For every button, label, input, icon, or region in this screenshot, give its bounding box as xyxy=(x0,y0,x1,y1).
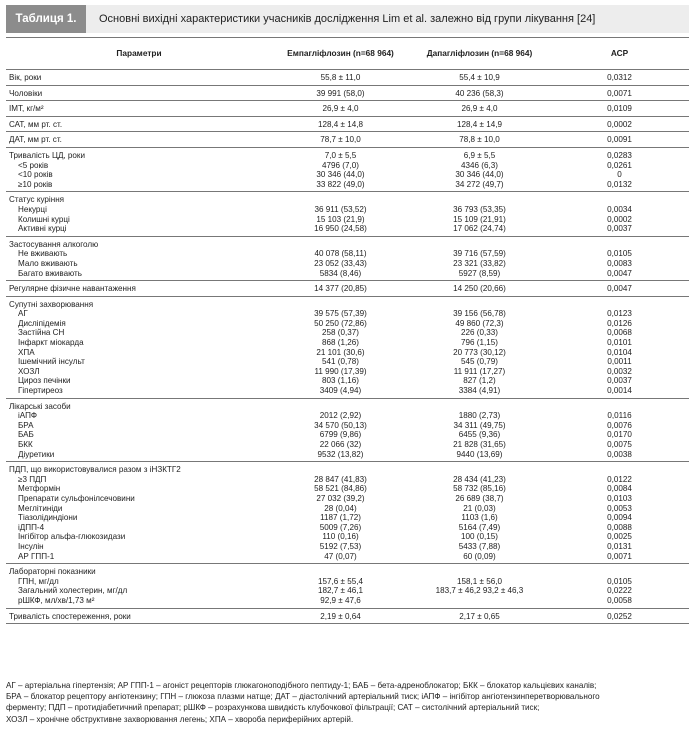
row-value: 7,0 ± 5,5 xyxy=(324,150,357,160)
cell-empagliflozin xyxy=(272,132,409,148)
footnote-line: БРА – блокатор рецептору ангіотензину; ГПН – глюкоза плазми натще; ДАТ – діастолічний артеріальний тиск; іАПФ – інгібітор ангіотензинперетворювального xyxy=(6,692,600,702)
row-value: 34 570 (50,13) xyxy=(314,420,367,430)
row-label: Застійна СН xyxy=(18,328,65,338)
row-value: 0,0104 xyxy=(607,347,632,357)
row-value: 55,4 ± 10,9 xyxy=(459,73,500,82)
row-value: 9532 (13,82) xyxy=(317,449,364,459)
row-value xyxy=(409,240,550,250)
cell-empagliflozin xyxy=(272,147,409,191)
table-header-row xyxy=(6,38,689,70)
column-header-parameters: Параметри xyxy=(6,38,272,70)
characteristics-table xyxy=(6,37,689,624)
table-row-group xyxy=(6,608,689,624)
row-label: Інфаркт міокарда xyxy=(18,338,84,348)
row-value: 0,0126 xyxy=(607,318,632,328)
row-value: 23 052 (33,43) xyxy=(314,258,367,268)
row-value: 0,0116 xyxy=(607,411,632,421)
cell-dapagliflozin xyxy=(409,70,550,86)
row-label: <10 років xyxy=(18,170,53,180)
row-label: Діуретики xyxy=(18,449,55,459)
row-label: Меглітиніди xyxy=(18,503,63,513)
row-value: 36 911 (53,52) xyxy=(314,204,367,214)
row-value: 0,0261 xyxy=(607,160,632,170)
row-value: 21 101 (30,6) xyxy=(316,347,365,357)
row-value: 5433 (7,88) xyxy=(458,541,501,551)
row-value: 0,0283 xyxy=(607,150,632,160)
cell-dapagliflozin xyxy=(409,132,550,148)
cell-asd xyxy=(550,608,689,624)
cell-empagliflozin xyxy=(272,101,409,117)
row-value: 28 847 (41,83) xyxy=(314,474,367,484)
row-value xyxy=(272,465,409,475)
row-label: ≥3 ПДП xyxy=(18,474,47,484)
row-value: 128,4 ± 14,9 xyxy=(457,119,502,129)
row-value: 0,0071 xyxy=(607,551,632,561)
table-row-group xyxy=(6,236,689,280)
row-value: 0,0084 xyxy=(607,484,632,494)
row-value: 39 991 (58,0) xyxy=(316,88,365,98)
row-label: Статус куріння xyxy=(9,195,65,205)
row-value: 182,7 ± 46,1 xyxy=(318,586,363,596)
row-value: 0,0312 xyxy=(607,73,632,82)
row-label: ДАТ, мм рт. ст. xyxy=(9,135,62,145)
row-label: ≥10 років xyxy=(18,179,53,189)
cell-empagliflozin xyxy=(272,85,409,101)
row-value: 226 (0,33) xyxy=(461,328,498,338)
row-value xyxy=(409,465,550,475)
row-value: 47 (0,07) xyxy=(324,551,357,561)
row-value: 39 575 (57,39) xyxy=(314,309,367,319)
row-value xyxy=(409,195,550,205)
row-label: іДПП-4 xyxy=(18,522,45,532)
row-value: 16 950 (24,58) xyxy=(314,224,367,234)
row-value xyxy=(272,567,409,577)
cell-asd xyxy=(550,296,689,398)
row-value: 22 066 (32) xyxy=(319,440,362,449)
row-label: <5 років xyxy=(18,160,49,170)
row-value: 0,0032 xyxy=(607,366,632,376)
row-value: 58 732 (85,16) xyxy=(453,484,506,494)
row-value: 0,0047 xyxy=(607,268,632,278)
row-value: 14 377 (20,85) xyxy=(314,284,367,294)
column-header-asd: АСР xyxy=(550,38,689,70)
cell-label xyxy=(6,147,272,191)
row-value: 92,9 ± 47,6 xyxy=(320,595,361,605)
row-value: 40 078 (58,11) xyxy=(314,249,367,259)
row-label: Колишні курці xyxy=(18,214,70,224)
row-value: 0,0123 xyxy=(607,309,632,319)
row-value: 0,0105 xyxy=(607,249,632,259)
row-value: 0,0101 xyxy=(607,338,632,348)
row-value: 23 321 (33,82) xyxy=(453,258,506,268)
row-value xyxy=(550,195,689,205)
cell-label xyxy=(6,85,272,101)
row-label: Застосування алкоголю xyxy=(9,239,99,249)
table-row-group xyxy=(6,101,689,117)
cell-label xyxy=(6,101,272,117)
row-value: 796 (1,15) xyxy=(461,338,498,348)
cell-label xyxy=(6,564,272,608)
column-header-dapagliflozin: Дапагліфлозин (n=68 964) xyxy=(409,38,550,70)
row-value xyxy=(550,402,689,412)
row-value: 3409 (4,94) xyxy=(319,386,362,396)
row-label: Тіазолідиндіони xyxy=(18,513,78,523)
footnote-line: АГ – артеріальна гіпертензія; АР ГПП-1 – агоніст рецепторів глюкагоноподібного пептиду-1; БАБ – бета-адреноблокатор; БКК – блокатор кальцієвих каналів; xyxy=(6,681,597,690)
cell-asd xyxy=(550,147,689,191)
table-row-group xyxy=(6,398,689,462)
row-value: 21 828 (31,65) xyxy=(453,440,506,449)
table-row-group xyxy=(6,132,689,148)
cell-empagliflozin xyxy=(272,70,409,86)
row-value xyxy=(272,240,409,250)
row-label: Метформін xyxy=(18,484,61,494)
row-label: іАПФ xyxy=(18,411,38,421)
table-row-group xyxy=(6,192,689,236)
table-row-group xyxy=(6,70,689,86)
row-value: 30 346 (44,0) xyxy=(455,170,504,180)
row-label: Препарати сульфонілсечовини xyxy=(18,493,135,503)
row-value: 0,0002 xyxy=(607,214,632,224)
row-value: 0,0103 xyxy=(607,493,632,503)
cell-empagliflozin xyxy=(272,564,409,608)
cell-dapagliflozin xyxy=(409,85,550,101)
row-value: 110 (0,16) xyxy=(322,532,359,542)
row-value: 21 (0,03) xyxy=(463,503,496,513)
row-value: 0,0091 xyxy=(607,135,632,145)
row-value xyxy=(272,300,409,310)
row-value: 0,0038 xyxy=(607,449,632,459)
row-value: 5192 (7,53) xyxy=(319,541,362,551)
cell-asd xyxy=(550,236,689,280)
cell-empagliflozin xyxy=(272,398,409,462)
row-value: 1187 (1,72) xyxy=(320,513,361,523)
row-value: 36 793 (53,35) xyxy=(453,204,506,214)
cell-dapagliflozin xyxy=(409,462,550,564)
cell-empagliflozin xyxy=(272,296,409,398)
row-value: 0,0037 xyxy=(607,376,632,386)
row-value: 6,9 ± 5,5 xyxy=(463,150,496,160)
row-value: 2012 (2,92) xyxy=(319,411,362,421)
row-value: 78,7 ± 10,0 xyxy=(320,135,361,145)
row-value: 33 822 (49,0) xyxy=(316,179,365,189)
row-value: 15 103 (21,9) xyxy=(316,214,365,224)
table-row-group xyxy=(6,281,689,297)
row-value xyxy=(409,567,550,577)
row-value: 0,0170 xyxy=(607,430,632,440)
row-value: 26,9 ± 4,0 xyxy=(322,104,359,114)
cell-asd xyxy=(550,281,689,297)
cell-label xyxy=(6,70,272,86)
row-value: 0,0083 xyxy=(607,258,632,268)
row-value: 30 346 (44,0) xyxy=(316,170,365,180)
row-value: 868 (1,26) xyxy=(322,338,359,348)
row-label: Цироз печінки xyxy=(18,376,71,386)
row-value xyxy=(409,300,550,310)
row-value: 5834 (8,46) xyxy=(319,268,362,278)
table-row-group xyxy=(6,85,689,101)
row-value: 157,6 ± 55,4 xyxy=(318,576,363,586)
row-value xyxy=(550,567,689,577)
row-value: 183,7 ± 46,2 93,2 ± 46,3 xyxy=(435,586,524,596)
cell-dapagliflozin xyxy=(409,281,550,297)
row-label: ХОЗЛ xyxy=(18,366,40,376)
row-label: Мало вживають xyxy=(18,258,78,268)
table-row-group xyxy=(6,116,689,132)
row-value: 28 (0,04) xyxy=(324,503,357,513)
column-header-empagliflozin: Емпагліфлозин (n=68 964) xyxy=(272,38,409,70)
row-value: 55,8 ± 11,0 xyxy=(320,73,361,82)
cell-label xyxy=(6,192,272,236)
footnote-line: ферменту; ПДП – протидіабетичний препарат; рШКФ – розрахункова швидкість клубочкової фільтрації; САТ – систолічний артеріальний тиск; xyxy=(6,703,540,713)
row-label: Інсулін xyxy=(18,541,44,551)
cell-label xyxy=(6,132,272,148)
cell-empagliflozin xyxy=(272,281,409,297)
cell-dapagliflozin xyxy=(409,398,550,462)
cell-empagliflozin xyxy=(272,236,409,280)
row-value: 0,0075 xyxy=(607,440,632,449)
cell-asd xyxy=(550,101,689,117)
row-value xyxy=(550,240,689,250)
row-value xyxy=(272,195,409,205)
cell-dapagliflozin xyxy=(409,236,550,280)
row-value: 0,0068 xyxy=(607,328,632,338)
row-value: 14 250 (20,66) xyxy=(453,284,506,294)
row-value: 60 (0,09) xyxy=(463,551,496,561)
row-label: Вік, роки xyxy=(9,73,42,82)
row-label: АГ xyxy=(18,309,28,319)
cell-dapagliflozin xyxy=(409,296,550,398)
table-caption: Основні вихідні характеристики учасників дослідження Lim et al. залежно від групи лікування [24] xyxy=(99,13,596,25)
footnote-line: ХОЗЛ – хронічне обструктивне захворювання легень; ХПА – хвороба периферійних артерій. xyxy=(6,714,354,724)
table-footnote xyxy=(6,680,689,725)
row-value: 34 272 (49,7) xyxy=(455,179,504,189)
row-value: 58 521 (84,86) xyxy=(314,484,367,494)
row-value: 9440 (13,69) xyxy=(456,449,503,459)
cell-asd xyxy=(550,462,689,564)
row-value xyxy=(550,300,689,310)
row-label: Чоловіки xyxy=(9,88,43,98)
cell-empagliflozin xyxy=(272,192,409,236)
row-label: Тривалість спостереження, роки xyxy=(9,611,131,621)
cell-asd xyxy=(550,398,689,462)
row-value: 15 109 (21,91) xyxy=(453,214,506,224)
row-label: БАБ xyxy=(18,430,34,440)
cell-asd xyxy=(550,70,689,86)
row-value: 39 716 (57,59) xyxy=(453,249,506,259)
row-value: 0,0222 xyxy=(607,586,632,596)
cell-label xyxy=(6,281,272,297)
row-label: АР ГПП-1 xyxy=(18,551,55,561)
cell-dapagliflozin xyxy=(409,564,550,608)
row-value: 0,0037 xyxy=(607,224,632,234)
row-value: 6455 (9,36) xyxy=(458,430,501,440)
row-label: рШКФ, мл/хв/1,73 м² xyxy=(18,595,95,605)
row-value: 803 (1,16) xyxy=(322,376,359,386)
row-value: 0,0076 xyxy=(607,420,632,430)
row-label: Лабораторні показники xyxy=(9,567,96,577)
row-value: 50 250 (72,86) xyxy=(314,318,367,328)
cell-dapagliflozin xyxy=(409,116,550,132)
cell-label xyxy=(6,462,272,564)
row-label: Лікарські засоби xyxy=(9,401,71,411)
row-label: БКК xyxy=(18,440,33,449)
cell-label xyxy=(6,116,272,132)
row-value: 39 156 (56,78) xyxy=(453,309,506,319)
row-label: Ішемічний інсульт xyxy=(18,357,85,367)
table-row-group xyxy=(6,564,689,608)
cell-dapagliflozin xyxy=(409,101,550,117)
row-value: 17 062 (24,74) xyxy=(453,224,506,234)
row-value xyxy=(409,402,550,412)
row-label: БРА xyxy=(18,420,34,430)
row-value: 128,4 ± 14,8 xyxy=(318,119,363,129)
cell-dapagliflozin xyxy=(409,192,550,236)
row-label: ХПА xyxy=(18,347,35,357)
row-value xyxy=(409,596,550,606)
row-value xyxy=(550,465,689,475)
cell-empagliflozin xyxy=(272,116,409,132)
row-value: 78,8 ± 10,0 xyxy=(459,135,500,145)
row-label: Активні курці xyxy=(18,224,67,234)
row-value: 0,0132 xyxy=(607,179,632,189)
row-value: 0,0047 xyxy=(607,284,632,294)
row-label: ІМТ, кг/м² xyxy=(9,104,44,114)
table-row-group xyxy=(6,296,689,398)
cell-label xyxy=(6,296,272,398)
row-value: 0,0094 xyxy=(607,513,632,523)
row-value: 49 860 (72,3) xyxy=(455,318,504,328)
row-value: 0,0252 xyxy=(607,611,632,621)
row-value: 3384 (4,91) xyxy=(458,386,501,396)
row-value: 4346 (6,3) xyxy=(461,160,498,170)
row-value: 4796 (7,0) xyxy=(322,160,359,170)
row-value: 0 xyxy=(617,170,622,180)
cell-asd xyxy=(550,85,689,101)
table-row-group xyxy=(6,147,689,191)
cell-asd xyxy=(550,564,689,608)
row-value: 0,0053 xyxy=(607,503,632,513)
row-value: 0,0088 xyxy=(607,522,632,532)
row-value: 100 (0,15) xyxy=(461,532,498,542)
row-value: 0,0034 xyxy=(607,204,632,214)
row-value: 258 (0,37) xyxy=(322,328,359,338)
row-value: 0,0002 xyxy=(607,119,632,129)
row-value: 0,0071 xyxy=(607,88,632,98)
row-label: ПДП, що використовувалися разом з іНЗКТГ2 xyxy=(9,465,181,475)
row-value: 40 236 (58,3) xyxy=(455,88,504,98)
row-value: 0,0058 xyxy=(607,595,632,605)
row-value: 34 311 (49,75) xyxy=(453,420,506,430)
row-value: 541 (0,78) xyxy=(322,357,359,367)
row-label: Супутні захворювання xyxy=(9,299,94,309)
row-value: 5927 (8,59) xyxy=(458,268,501,278)
row-label: Загальний холестерин, мг/дл xyxy=(18,586,128,596)
row-label: Гіпертиреоз xyxy=(18,386,63,396)
row-label: Дисліпідемія xyxy=(18,318,66,328)
cell-label xyxy=(6,236,272,280)
row-value: 0,0105 xyxy=(607,576,632,586)
cell-label xyxy=(6,608,272,624)
row-value: 545 (0,79) xyxy=(461,357,498,367)
row-value xyxy=(272,402,409,412)
cell-empagliflozin xyxy=(272,462,409,564)
cell-asd xyxy=(550,192,689,236)
row-value: 5164 (7,49) xyxy=(458,522,501,532)
row-value: 0,0122 xyxy=(607,474,632,484)
cell-asd xyxy=(550,132,689,148)
row-value: 2,19 ± 0,64 xyxy=(320,611,361,621)
row-label: ГПН, мг/дл xyxy=(18,576,59,586)
row-value: 0,0131 xyxy=(607,541,632,551)
row-label: Регулярне фізичне навантаження xyxy=(9,284,136,294)
row-value: 1880 (2,73) xyxy=(458,411,501,421)
row-value: 0,0025 xyxy=(607,532,632,542)
row-value: 0,0011 xyxy=(607,357,632,367)
row-label: Некурці xyxy=(18,204,47,214)
row-value: 28 434 (41,23) xyxy=(453,474,506,484)
cell-dapagliflozin xyxy=(409,147,550,191)
row-value: 5009 (7,26) xyxy=(319,522,362,532)
row-value: 11 911 (17,27) xyxy=(453,366,506,376)
row-value: 11 990 (17,39) xyxy=(314,366,367,376)
row-value: 26,9 ± 4,0 xyxy=(461,104,498,114)
row-value: 26 689 (38,7) xyxy=(455,493,504,503)
row-label: Багато вживають xyxy=(18,268,82,278)
cell-label xyxy=(6,398,272,462)
table-header-bar xyxy=(6,5,689,33)
row-value: 1103 (1,6) xyxy=(461,513,498,523)
row-value: 20 773 (30,12) xyxy=(453,347,506,357)
row-value: 2,17 ± 0,65 xyxy=(459,611,500,621)
row-value: 6799 (9,86) xyxy=(319,430,362,440)
row-value: 0,0014 xyxy=(607,386,632,396)
cell-dapagliflozin xyxy=(409,608,550,624)
row-label: Інгібітор альфа-глюкозидази xyxy=(18,532,126,542)
row-value: 27 032 (39,2) xyxy=(316,493,365,503)
row-value: 827 (1,2) xyxy=(463,376,496,386)
table-row-group xyxy=(6,462,689,564)
row-value: 0,0109 xyxy=(607,104,632,114)
row-label: Не вживають xyxy=(18,249,68,259)
row-label: Тривалість ЦД, роки xyxy=(9,150,85,160)
row-value: 158,1 ± 56,0 xyxy=(457,576,502,586)
cell-empagliflozin xyxy=(272,608,409,624)
table-number-badge: Таблиця 1. xyxy=(6,5,86,33)
row-label: САТ, мм рт. ст. xyxy=(9,119,63,129)
cell-asd xyxy=(550,116,689,132)
